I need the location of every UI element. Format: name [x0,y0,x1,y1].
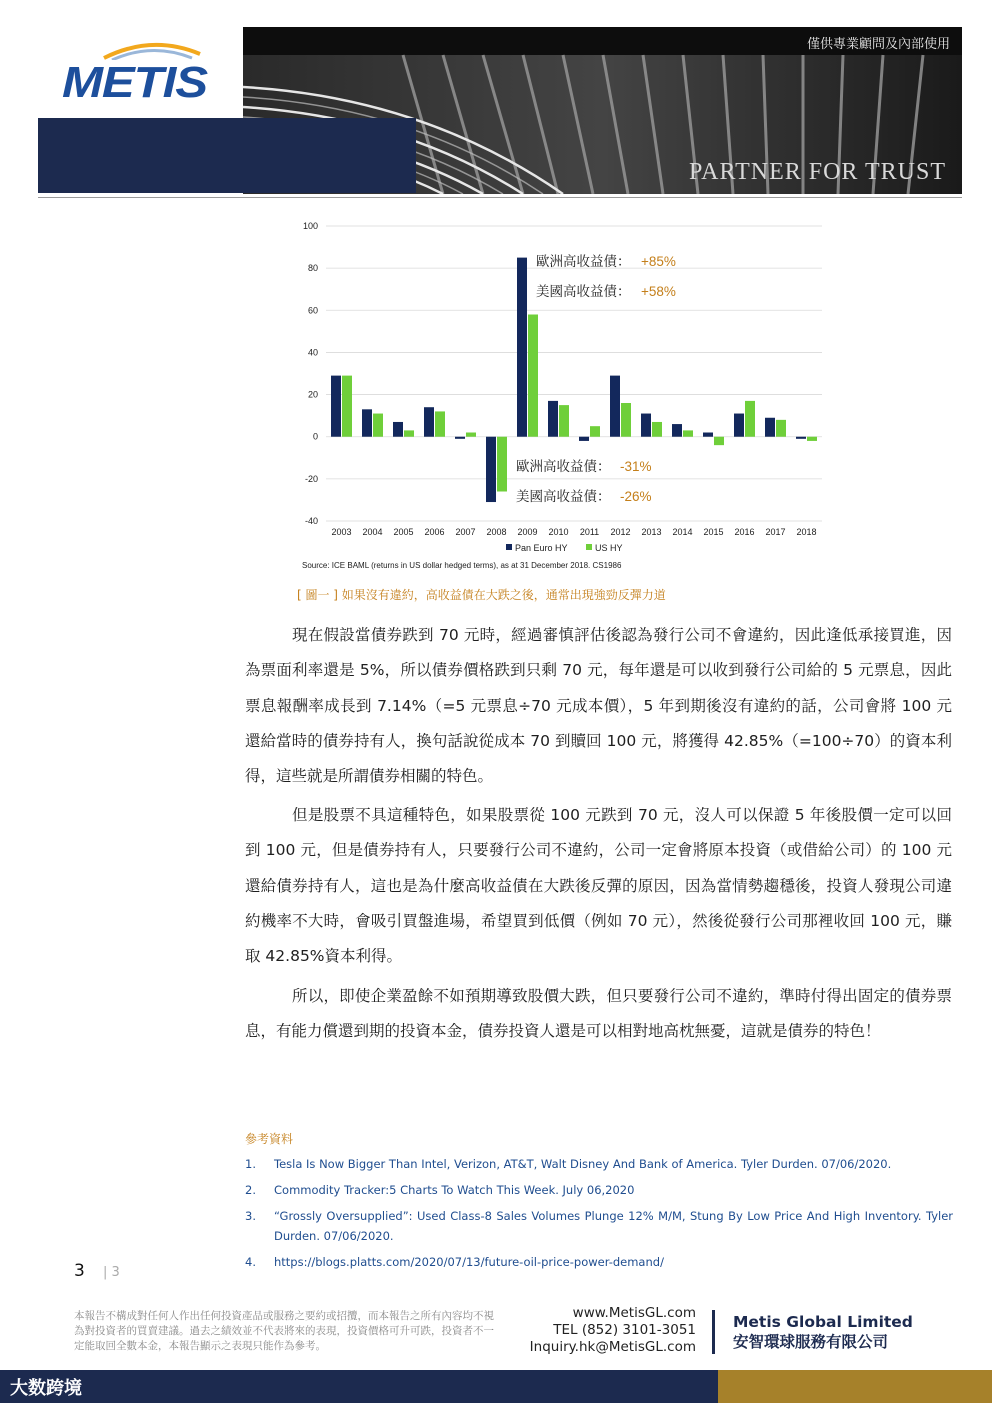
x-tick-label: 2006 [424,527,445,537]
body-paragraph: 但是股票不具這種特色，如果股票從 100 元跌到 70 元，沒人可以保證 5 年後股價一定可以回到 100 元，但是債券持有人，只要發行公司不違約，公司一定會將原本投資（或借給公司）的 100 元還給債券持有人，這也是為什麼高收益債在大跌後反彈的原因，因為當情勢趨穩後，投資人發現公司違約機率不大時，會吸引買盤進場，希望買到低價（例如 70 元），然後從發行公司那裡收回 100 元，賺取 42.85%資本利得。 [245,806,952,966]
page-number: 3 [74,1261,85,1281]
x-tick-label: 2013 [641,527,662,537]
header-divider [38,197,962,198]
footer-navy-bar [0,1370,718,1403]
reference-number: 4. [245,1255,256,1269]
bar-pan-euro-hy [579,437,589,441]
y-tick-label: 0 [312,431,318,442]
reference-item [245,1206,953,1246]
footer-disclaimer: 本報告不構成對任何人作出任何投資產品或服務之要約或招攬，而本報告之所有內容均不視為對投資者的買賣建議。過去之績效並不代表將來的表現，投資價格可升可跌，投資者不一定能取回全數本金，本報告顯示之表現只能作為參考。 [74,1310,494,1352]
bar-us-hy [807,437,817,441]
bar-pan-euro-hy [517,258,527,437]
reference-number: 3. [245,1209,256,1223]
annotation-value: -26% [620,489,652,504]
bar-us-hy [435,411,445,436]
bar-us-hy [342,376,352,437]
watermark: 大数跨境 [10,1378,82,1399]
chart-gridlines [326,226,822,521]
bar-us-hy [652,422,662,437]
x-tick-label: 2016 [734,527,755,537]
y-tick-label: 60 [307,305,318,316]
x-tick-label: 2014 [672,527,693,537]
logo-arc-icon [102,40,202,60]
bar-pan-euro-hy [672,424,682,437]
footer-divider [712,1310,715,1354]
y-tick-label: -40 [304,516,318,526]
chart-legend [506,543,623,553]
company-name-en: Metis Global Limited [733,1313,913,1331]
footer-contact [520,1305,696,1356]
legend-swatch-us [586,544,592,550]
bar-us-hy [776,420,786,437]
x-tick-label: 2004 [362,527,383,537]
bar-us-hy [528,315,538,437]
x-tick-label: 2018 [796,527,817,537]
footer-company [733,1312,913,1352]
banner-notice: 僅供專業顧問及內部使用 [806,37,950,52]
x-tick-label: 2010 [548,527,569,537]
bar-pan-euro-hy [486,437,496,502]
bar-pan-euro-hy [455,437,465,439]
legend-label: US HY [595,543,623,553]
bar-pan-euro-hy [424,407,434,437]
y-tick-label: -20 [304,473,318,484]
annotation-value: -31% [620,459,652,474]
bar-pan-euro-hy [765,418,775,437]
chart-source: Source: ICE BAML (returns in US dollar hedged terms), as at 31 December 2018. CS1986 [302,561,622,570]
references-title: 參考資料 [245,1132,294,1146]
reference-number: 2. [245,1183,256,1197]
footer-gold-bar [718,1370,992,1403]
reference-item[interactable] [245,1252,953,1272]
company-name-zh: 安智環球服務有限公司 [733,1333,889,1351]
chart-annotations [516,253,676,504]
x-axis-ticks [331,527,816,537]
bar-pan-euro-hy [610,376,620,437]
header-navy-block [38,118,416,193]
bar-us-hy [590,426,600,437]
x-tick-label: 2015 [703,527,724,537]
bar-pan-euro-hy [362,409,372,436]
x-tick-label: 2011 [579,527,600,537]
body-paragraph: 現在假設當債券跌到 70 元時，經過審慎評估後認為發行公司不會違約，因此逢低承接買進，因為票面利率還是 5%，所以債券價格跌到只剩 70 元，每年還是可以收到發行公司給的 5 元票息，因此票息報酬率成長到 7.14%（=5 元票息÷70 元成本價），5 年到期後沒有違約的話，公司會將 100 元還給當時的債券持有人，換句話說從成本 70 到贖回 100 元，將獲得 42.85%（=100÷70）的資本利得，這些就是所謂債券相關的特色。 [245,626,952,786]
x-tick-label: 2017 [765,527,786,537]
bar-us-hy [683,430,693,436]
bar-pan-euro-hy [734,414,744,437]
banner-tagline: PARTNER FOR TRUST [689,159,946,185]
bar-us-hy [621,403,631,437]
bar-us-hy [466,433,476,437]
x-tick-label: 2005 [393,527,414,537]
bar-pan-euro-hy [393,422,403,437]
bar-us-hy [745,401,755,437]
annotation-value: +85% [641,254,676,269]
annotation-label: 美國高收益債： [536,284,631,299]
figure-caption: [ 圖一 ] 如果沒有違約，高收益債在大跌之後，通常出現強勁反彈力道 [297,588,666,602]
bar-pan-euro-hy [796,437,806,439]
bar-pan-euro-hy [331,376,341,437]
reference-item [245,1180,953,1200]
reference-link[interactable]: https://blogs.platts.com/2020/07/13/future-oil-price-power-demand/ [274,1255,664,1269]
bar-us-hy [497,437,507,492]
bar-us-hy [714,437,724,445]
x-tick-label: 2008 [486,527,507,537]
bar-pan-euro-hy [703,433,713,437]
annotation-label: 歐洲高收益債： [516,459,611,474]
metis-logo [62,40,207,107]
website-link[interactable]: www.MetisGL.com [572,1305,696,1321]
x-tick-label: 2007 [455,527,476,537]
annotation-value: +58% [641,284,676,299]
x-tick-label: 2003 [331,527,352,537]
legend-swatch-pan-euro [506,544,512,550]
logo-text: METIS [62,58,207,107]
email-link[interactable]: Inquiry.hk@MetisGL.com [529,1339,696,1355]
y-tick-label: 80 [307,263,318,274]
reference-text: Commodity Tracker:5 Charts To Watch This Week. July 06,2020 [274,1183,635,1197]
body-paragraph: 所以，即使企業盈餘不如預期導致股價大跌，但只要發行公司不違約，準時付得出固定的債券票息，有能力償還到期的投資本金，債券投資人還是可以相對地高枕無憂，這就是債券的特色！ [245,987,952,1041]
bar-us-hy [559,405,569,437]
page-number-secondary: | 3 [103,1265,120,1280]
bar-pan-euro-hy [548,401,558,437]
y-tick-label: 100 [302,221,318,231]
reference-text: Tesla Is Now Bigger Than Intel, Verizon, AT&T, Walt Disney And Bank of America. Tyler Durden. 07/06/2020. [274,1157,892,1171]
bar-chart [290,215,830,575]
y-axis-ticks [303,221,318,526]
phone-number: TEL (852) 3101-3051 [553,1322,696,1338]
x-tick-label: 2009 [517,527,538,537]
annotation-label: 歐洲高收益債： [536,254,631,269]
bar-us-hy [373,414,383,437]
x-tick-label: 2012 [610,527,631,537]
reference-number: 1. [245,1157,256,1171]
reference-item [245,1154,953,1174]
bar-pan-euro-hy [641,414,651,437]
annotation-label: 美國高收益債： [516,489,611,504]
y-tick-label: 40 [307,347,318,358]
reference-text: “Grossly Oversupplied”: Used Class-8 Sales Volumes Plunge 12% M/M, Stung By Low Price And High Inventory. Tyler Durden. 07/06/2020. [274,1209,953,1243]
y-tick-label: 20 [307,389,318,400]
legend-label: Pan Euro HY [515,543,568,553]
bar-us-hy [404,430,414,436]
